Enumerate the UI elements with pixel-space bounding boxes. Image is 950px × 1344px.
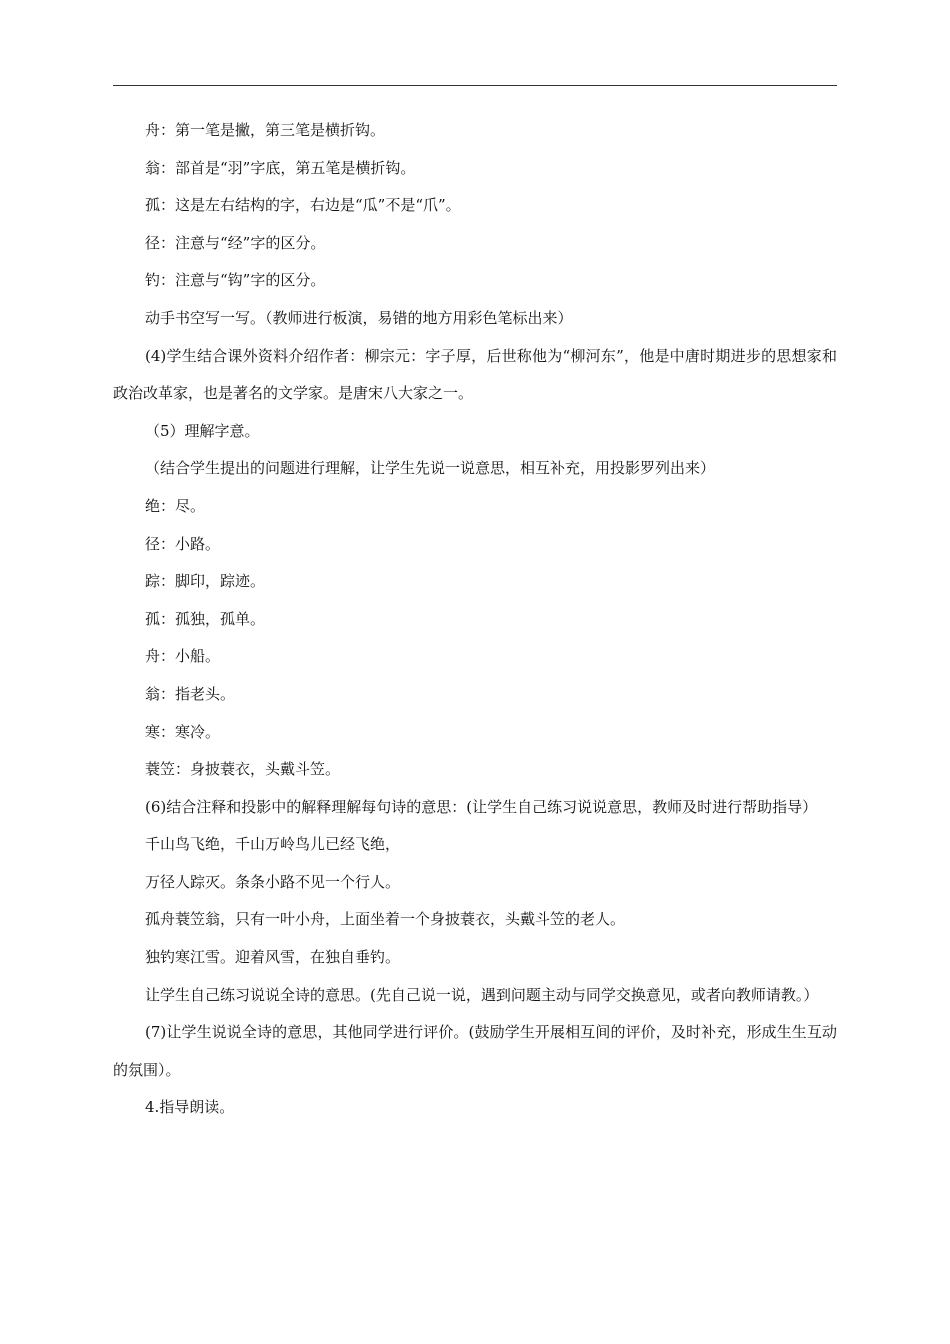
paragraph: (6)结合注释和投影中的解释理解每句诗的意思：(让学生自己练习说说意思，教师及时进行帮助指导） <box>145 797 818 816</box>
paragraph: 绝：尽。 <box>145 496 206 515</box>
paragraph: 4.指导朗读。 <box>145 1098 235 1117</box>
paragraph: 舟：小船。 <box>145 647 221 666</box>
paragraph: 孤：这是左右结构的字，右边是“瓜”不是“爪”。 <box>145 196 461 215</box>
paragraph: 舟：第一笔是撇，第三笔是横折钩。 <box>145 121 386 139</box>
paragraph: 独钓寒江雪。迎着风雪，在独自垂钓。 <box>145 948 401 967</box>
paragraph: 孤舟蓑笠翁，只有一叶小舟，上面坐着一个身披蓑衣，头戴斗笠的老人。 <box>145 910 626 929</box>
document-body <box>113 112 837 1127</box>
paragraph: 径：注意与“经”字的区分。 <box>145 233 326 252</box>
paragraph: 翁：指老头。 <box>145 684 236 703</box>
paragraph: (7)让学生说说全诗的意思，其他同学进行评价。(鼓励学生开展相互间的评价，及时补充，形成生生互动的氛围）。 <box>113 1023 837 1079</box>
paragraph: 动手书空写一写。（教师进行板演，易错的地方用彩色笔标出来） <box>145 308 573 327</box>
paragraph: 寒：寒冷。 <box>145 722 221 741</box>
paragraph: （5）理解字意。 <box>145 421 260 440</box>
paragraph: 孤：孤独，孤单。 <box>145 609 266 628</box>
paragraph: 翁：部首是“羽”字底，第五笔是横折钩。 <box>145 158 416 177</box>
paragraph: 钓：注意与“钩”字的区分。 <box>145 271 326 290</box>
header-rule <box>113 85 837 86</box>
paragraph: 千山鸟飞绝，千山万岭鸟儿已经飞绝， <box>145 835 401 854</box>
paragraph: 踪：脚印，踪迹。 <box>145 572 266 591</box>
paragraph: 径：小路。 <box>145 534 221 553</box>
paragraph: 万径人踪灭。条条小路不见一个行人。 <box>145 872 401 891</box>
paragraph: (4)学生结合课外资料介绍作者：柳宗元：字子厚，后世称他为“柳河东”，他是中唐时期进步的思想家和政治改革家，也是著名的文学家。是唐宋八大家之一。 <box>113 346 837 403</box>
paragraph: 让学生自己练习说说全诗的意思。(先自己说一说，遇到问题主动与同学交换意见，或者向教师请教。） <box>145 985 819 1004</box>
paragraph: 蓑笠：身披蓑衣，头戴斗笠。 <box>145 760 341 779</box>
paragraph: （结合学生提出的问题进行理解，让学生先说一说意思，相互补充，用投影罗列出来） <box>145 459 716 478</box>
